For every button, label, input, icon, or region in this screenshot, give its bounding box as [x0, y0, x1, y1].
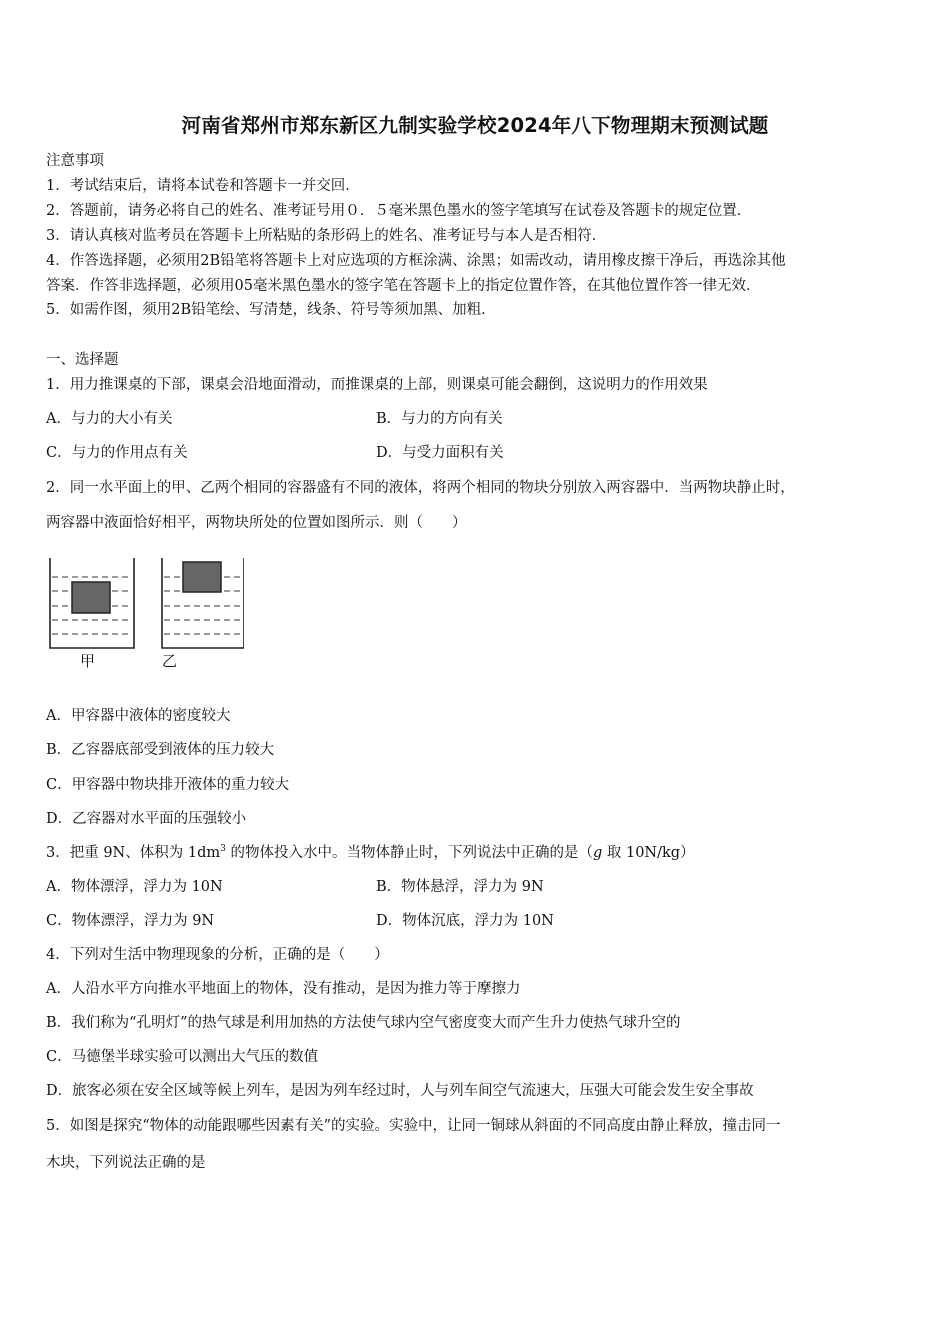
figure-label-yi: 乙 [162, 652, 178, 670]
page-title: 河南省郑州市郑东新区九制实验学校2024年八下物理期末预测试题 [181, 114, 769, 137]
q1-option-d: D．与受力面积有关 [376, 445, 504, 461]
q2-stem-line2: 两容器中液面恰好相平，两物块所处的位置如图所示．则（ ） [46, 515, 467, 531]
q4-option-b: B．我们称为“孔明灯”的热气球是利用加热的方法使气球内空气密度变大而产生升力使热气球升空的 [46, 1015, 681, 1031]
q3-stem-part: 3．把重 9N、体积为 1dm [46, 845, 221, 861]
q2-stem-line1: 2．同一水平面上的甲、乙两个相同的容器盛有不同的液体，将两个相同的物块分别放入两容器中．当两物块静止时， [46, 480, 795, 496]
q3-stem-part: 取 10N/kg） [602, 845, 695, 861]
q3-option-c: C．物体漂浮，浮力为 9N [46, 913, 215, 929]
q3-stem-superscript: 3 [220, 844, 226, 855]
q2-option-d: D．乙容器对水平面的压强较小 [46, 811, 247, 827]
q1-stem: 1．用力推课桌的下部，课桌会沿地面滑动，而推课桌的上部，则课桌可能会翻倒，这说明力的作用效果 [46, 377, 708, 393]
notice-item: 答案．作答非选择题，必须用05毫米黑色墨水的签字笔在答题卡上的指定位置作答，在其他位置作答一律无效． [46, 278, 761, 294]
q3-option-b: B．物体悬浮，浮力为 9N [376, 879, 544, 895]
q1-option-c: C．与力的作用点有关 [46, 445, 188, 461]
section-heading: 一、选择题 [46, 352, 119, 368]
block-yi [183, 562, 221, 592]
q5-stem-line2: 木块，下列说法正确的是 [46, 1155, 206, 1171]
notice-item: 2．答题前，请务必将自己的姓名、准考证号用０．５毫米黑色墨水的签字笔填写在试卷及答题卡的规定位置． [46, 203, 752, 219]
q2-containers-figure [44, 548, 244, 678]
q1-option-b: B．与力的方向有关 [376, 411, 503, 427]
q1-option-a: A．与力的大小有关 [46, 411, 173, 427]
notice-item: 5．如需作图，须用2B铅笔绘、写清楚，线条、符号等须加黑、加粗． [46, 302, 496, 318]
block-jia [72, 582, 110, 613]
q3-option-d: D．物体沉底，浮力为 10N [376, 913, 554, 929]
q2-option-b: B．乙容器底部受到液体的压力较大 [46, 742, 275, 758]
q3-option-a: A．物体漂浮，浮力为 10N [46, 879, 223, 895]
q3-stem-g: g [592, 845, 603, 861]
q5-stem-line1: 5．如图是探究“物体的动能跟哪些因素有关”的实验。实验中，让同一铜球从斜面的不同高度由静止释放，撞击同一 [46, 1118, 781, 1134]
notice-item: 3．请认真核对监考员在答题卡上所粘贴的条形码上的姓名、准考证号与本人是否相符． [46, 228, 607, 244]
q4-option-a: A．人沿水平方向推水平地面上的物体，没有推动，是因为推力等于摩擦力 [46, 981, 521, 997]
q3-stem-part: 的物体投入水中。当物体静止时，下列说法中正确的是（ [225, 845, 593, 861]
q4-stem: 4．下列对生活中物理现象的分析，正确的是（ ） [46, 947, 389, 963]
notice-item: 4．作答选择题，必须用2B铅笔将答题卡上对应选项的方框涂满、涂黑；如需改动，请用橡皮擦干净后，再选涂其他 [46, 253, 786, 269]
figure-label-jia: 甲 [80, 652, 96, 670]
q4-option-c: C．马德堡半球实验可以测出大气压的数值 [46, 1049, 319, 1065]
q4-option-d: D．旅客必须在安全区域等候上列车，是因为列车经过时，人与列车间空气流速大，压强大可能会发生安全事故 [46, 1083, 754, 1099]
notice-heading: 注意事项 [46, 153, 104, 169]
notice-item: 1．考试结束后，请将本试卷和答题卡一并交回． [46, 178, 360, 194]
q3-stem [46, 843, 695, 863]
q2-option-c: C．甲容器中物块排开液体的重力较大 [46, 777, 290, 793]
q2-option-a: A．甲容器中液体的密度较大 [46, 708, 231, 724]
